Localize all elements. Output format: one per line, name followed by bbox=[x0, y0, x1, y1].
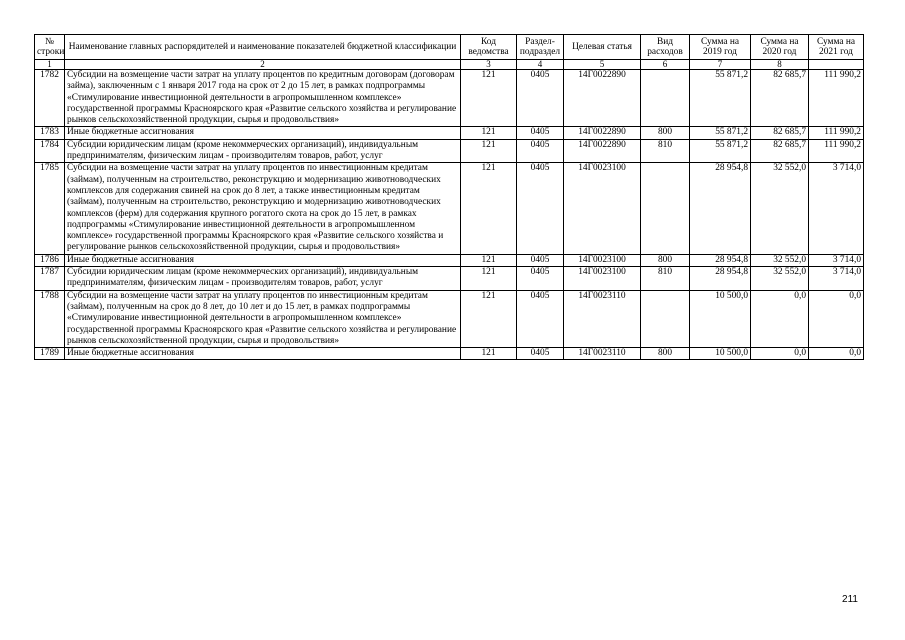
row-target: 14Г0023110 bbox=[564, 348, 641, 360]
header-section: Раздел-подраздел bbox=[517, 35, 564, 60]
row-target: 14Г0023100 bbox=[564, 163, 641, 254]
row-sum-2019: 55 871,2 bbox=[690, 139, 751, 163]
row-type: 810 bbox=[641, 139, 690, 163]
column-number-empty bbox=[809, 60, 864, 70]
column-number: 6 bbox=[641, 60, 690, 70]
header-sum-2021: Сумма на 2021 год bbox=[809, 35, 864, 60]
row-name: Субсидии юридическим лицам (кроме некоммерческих организаций), индивидуальным предпринимателям, физическим лицам - производителям товаров, работ, услуг bbox=[65, 139, 461, 163]
row-type bbox=[641, 163, 690, 254]
row-dept: 121 bbox=[461, 127, 517, 139]
row-sum-2021: 3 714,0 bbox=[809, 163, 864, 254]
row-sum-2021: 0,0 bbox=[809, 348, 864, 360]
row-target: 14Г0022890 bbox=[564, 70, 641, 127]
column-number: 8 bbox=[751, 60, 809, 70]
row-type: 800 bbox=[641, 348, 690, 360]
row-section: 0405 bbox=[517, 290, 564, 347]
row-no: 1786 bbox=[35, 254, 65, 266]
row-section: 0405 bbox=[517, 163, 564, 254]
row-sum-2020: 82 685,7 bbox=[751, 127, 809, 139]
column-number: 4 bbox=[517, 60, 564, 70]
row-section: 0405 bbox=[517, 70, 564, 127]
header-expense-type: Вид расходов bbox=[641, 35, 690, 60]
row-name: Иные бюджетные ассигнования bbox=[65, 254, 461, 266]
row-sum-2019: 28 954,8 bbox=[690, 254, 751, 266]
row-sum-2020: 82 685,7 bbox=[751, 70, 809, 127]
row-name: Иные бюджетные ассигнования bbox=[65, 127, 461, 139]
row-dept: 121 bbox=[461, 70, 517, 127]
row-sum-2021: 0,0 bbox=[809, 290, 864, 347]
table-row bbox=[35, 139, 864, 163]
column-number: 2 bbox=[65, 60, 461, 70]
row-section: 0405 bbox=[517, 127, 564, 139]
row-no: 1788 bbox=[35, 290, 65, 347]
table-row bbox=[35, 127, 864, 139]
row-no: 1789 bbox=[35, 348, 65, 360]
row-section: 0405 bbox=[517, 348, 564, 360]
budget-table bbox=[34, 34, 864, 360]
row-target: 14Г0022890 bbox=[564, 139, 641, 163]
table-row bbox=[35, 163, 864, 254]
row-sum-2019: 10 500,0 bbox=[690, 348, 751, 360]
row-sum-2019: 55 871,2 bbox=[690, 70, 751, 127]
row-dept: 121 bbox=[461, 139, 517, 163]
header-row bbox=[35, 35, 864, 60]
row-dept: 121 bbox=[461, 163, 517, 254]
row-sum-2021: 3 714,0 bbox=[809, 267, 864, 291]
row-sum-2020: 32 552,0 bbox=[751, 163, 809, 254]
table-row bbox=[35, 290, 864, 347]
row-name: Субсидии юридическим лицам (кроме некоммерческих организаций), индивидуальным предпринимателям, физическим лицам - производителям товаров, работ, услуг bbox=[65, 267, 461, 291]
row-sum-2020: 0,0 bbox=[751, 290, 809, 347]
row-no: 1783 bbox=[35, 127, 65, 139]
row-dept: 121 bbox=[461, 254, 517, 266]
table-row bbox=[35, 267, 864, 291]
header-name: Наименование главных распорядителей и наименование показателей бюджетной классификации bbox=[65, 35, 461, 60]
row-sum-2019: 55 871,2 bbox=[690, 127, 751, 139]
row-target: 14Г0023110 bbox=[564, 290, 641, 347]
row-dept: 121 bbox=[461, 348, 517, 360]
row-type: 800 bbox=[641, 127, 690, 139]
row-target: 14Г0023100 bbox=[564, 254, 641, 266]
column-number: 1 bbox=[35, 60, 65, 70]
row-type: 810 bbox=[641, 267, 690, 291]
table-row bbox=[35, 254, 864, 266]
row-sum-2020: 32 552,0 bbox=[751, 267, 809, 291]
row-section: 0405 bbox=[517, 139, 564, 163]
table-row bbox=[35, 70, 864, 127]
row-sum-2020: 0,0 bbox=[751, 348, 809, 360]
row-name: Субсидии на возмещение части затрат на уплату процентов по инвестиционным кредитам (займам), полученным на строительство, реконструкцию и модернизацию животноводческих комплексов для содержания свиней на срок до 8 лет, а также инвестиционным кредитам (займам), полученным на строительство, реконструкцию и модернизацию животноводческих комплексов (ферм) для содержания крупного рогатого скота на срок до 15 лет, в рамках подпрограммы «Стимулирование инвестиционной деятельности в агропромышленном комплексе» государственной программы Красноярского края «Развитие сельского хозяйства и регулирование рынков сельскохозяйственной продукции, сырья и продовольствия» bbox=[65, 163, 461, 254]
row-no: 1787 bbox=[35, 267, 65, 291]
row-type bbox=[641, 70, 690, 127]
row-sum-2021: 111 990,2 bbox=[809, 127, 864, 139]
row-no: 1785 bbox=[35, 163, 65, 254]
budget-table-sheet bbox=[34, 34, 863, 360]
row-dept: 121 bbox=[461, 290, 517, 347]
row-target: 14Г0023100 bbox=[564, 267, 641, 291]
row-sum-2020: 32 552,0 bbox=[751, 254, 809, 266]
row-section: 0405 bbox=[517, 254, 564, 266]
row-name: Субсидии на возмещение части затрат на уплату процентов по кредитным договорам (договорам займа), заключенным с 1 января 2017 года на срок от 2 до 15 лет, в рамках подпрограммы «Стимулирование инвестиционной деятельности в агропромышленном комплексе» государственной программы Красноярского края «Развитие сельского хозяйства и регулирование рынков сельскохозяйственной продукции, сырья и продовольствия» bbox=[65, 70, 461, 127]
row-sum-2019: 28 954,8 bbox=[690, 267, 751, 291]
row-sum-2021: 111 990,2 bbox=[809, 139, 864, 163]
header-row-no: № строки bbox=[35, 35, 65, 60]
row-target: 14Г0022890 bbox=[564, 127, 641, 139]
row-sum-2021: 111 990,2 bbox=[809, 70, 864, 127]
column-number-row bbox=[35, 60, 864, 70]
row-name: Иные бюджетные ассигнования bbox=[65, 348, 461, 360]
header-sum-2019: Сумма на 2019 год bbox=[690, 35, 751, 60]
header-sum-2020: Сумма на 2020 год bbox=[751, 35, 809, 60]
column-number: 3 bbox=[461, 60, 517, 70]
row-dept: 121 bbox=[461, 267, 517, 291]
page-number: 211 bbox=[842, 594, 858, 605]
row-sum-2020: 82 685,7 bbox=[751, 139, 809, 163]
column-number: 5 bbox=[564, 60, 641, 70]
row-type: 800 bbox=[641, 254, 690, 266]
row-sum-2019: 28 954,8 bbox=[690, 163, 751, 254]
row-name: Субсидии на возмещение части затрат на уплату процентов по инвестиционным кредитам (займам), полученным на срок до 8 лет, до 10 лет и до 15 лет, в рамках подпрограммы «Стимулирование инвестиционной деятельности в агропромышленном комплексе» государственной программы Красноярского края «Развитие сельского хозяйства и регулирование рынков сельскохозяйственной продукции, сырья и продовольствия» bbox=[65, 290, 461, 347]
header-dept-code: Код ведомства bbox=[461, 35, 517, 60]
row-sum-2021: 3 714,0 bbox=[809, 254, 864, 266]
row-sum-2019: 10 500,0 bbox=[690, 290, 751, 347]
table-row bbox=[35, 348, 864, 360]
column-number: 7 bbox=[690, 60, 751, 70]
row-no: 1784 bbox=[35, 139, 65, 163]
row-no: 1782 bbox=[35, 70, 65, 127]
header-target: Целевая статья bbox=[564, 35, 641, 60]
row-section: 0405 bbox=[517, 267, 564, 291]
row-type bbox=[641, 290, 690, 347]
